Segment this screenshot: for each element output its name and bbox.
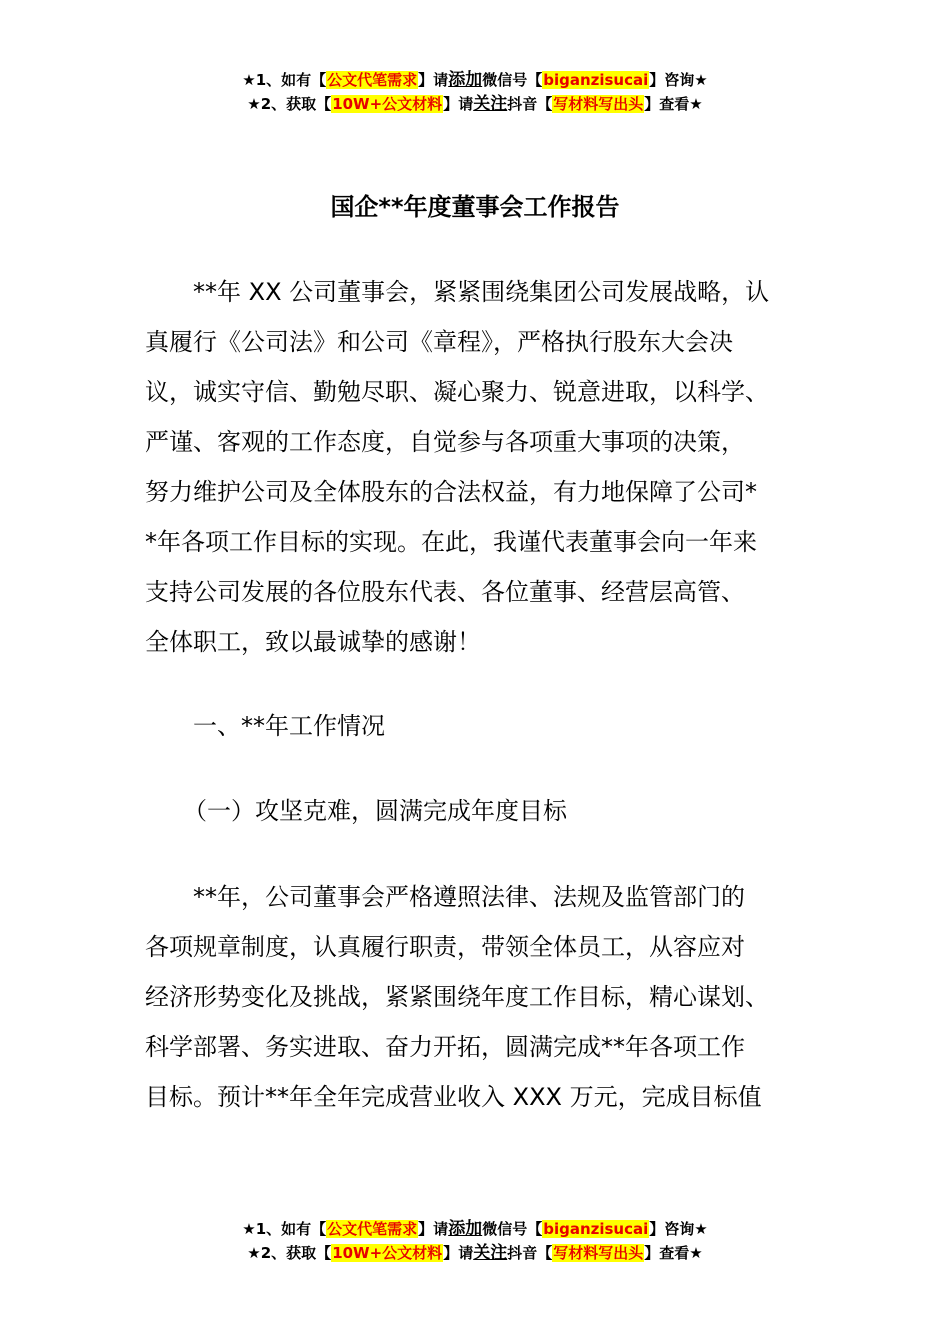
banner-emphasis-add: 添加 (448, 70, 483, 90)
banner-highlight-wechat-id: biganzisucai (543, 71, 649, 89)
banner-highlight-wechat-id: biganzisucai (543, 1220, 649, 1238)
banner-highlight-service: 公文代笔需求 (327, 1220, 418, 1238)
banner-text: 】请 (418, 71, 449, 89)
banner-text: 】查看★ (644, 95, 703, 113)
paragraph-line: 努力维护公司及全体股东的合法权益，有力地保障了公司* (145, 478, 757, 506)
banner-highlight-douyin: 写材料写出头 (553, 1244, 644, 1262)
banner-text: 抖音【 (507, 95, 553, 113)
banner-text: ★2、获取【 (247, 1244, 332, 1262)
banner-highlight-douyin: 写材料写出头 (553, 95, 644, 113)
banner-line-1 (0, 1217, 950, 1241)
banner-text: 】请 (443, 1244, 474, 1262)
paragraph-line: 真履行《公司法》和公司《章程》，严格执行股东大会决 (145, 328, 733, 356)
intro-paragraph (145, 267, 810, 667)
paragraph-line: 经济形势变化及挑战，紧紧围绕年度工作目标，精心谋划、 (145, 983, 769, 1011)
paragraph-line: 严谨、客观的工作态度，自觉参与各项重大事项的决策， (145, 428, 745, 456)
banner-text: 】请 (418, 1220, 449, 1238)
banner-emphasis-follow: 关注 (473, 1243, 508, 1263)
paragraph-line: 全体职工，致以最诚挚的感谢！ (145, 628, 481, 656)
banner-text: 】请 (443, 95, 474, 113)
paragraph-line: *年各项工作目标的实现。在此，我谨代表董事会向一年来 (145, 528, 757, 556)
paragraph-line: 支持公司发展的各位股东代表、各位董事、经营层高管、 (145, 578, 745, 606)
banner-text: ★1、如有【 (242, 1220, 327, 1238)
document-title: 国企**年度董事会工作报告 (330, 193, 620, 221)
banner-text: 微信号【 (482, 71, 543, 89)
paragraph-line: 议，诚实守信、勤勉尽职、凝心聚力、锐意进取，以科学、 (145, 378, 769, 406)
footer-banner (0, 1217, 950, 1265)
banner-line-2 (0, 92, 950, 116)
banner-highlight-materials: 10W+公文材料 (332, 95, 443, 113)
paragraph-line: 科学部署、务实进取、奋力开拓，圆满完成**年各项工作 (145, 1033, 745, 1061)
banner-text: ★2、获取【 (247, 95, 332, 113)
paragraph-line: **年，公司董事会严格遵照法律、法规及监管部门的 (145, 883, 745, 911)
banner-text: 微信号【 (482, 1220, 543, 1238)
section-heading: 一、**年工作情况 (193, 712, 385, 740)
banner-highlight-materials: 10W+公文材料 (332, 1244, 443, 1262)
banner-emphasis-follow: 关注 (473, 94, 508, 114)
banner-text: ★1、如有【 (242, 71, 327, 89)
banner-line-2 (0, 1241, 950, 1265)
paragraph-line: 各项规章制度，认真履行职责，带领全体员工，从容应对 (145, 933, 745, 961)
banner-text: 抖音【 (507, 1244, 553, 1262)
banner-text: 】查看★ (644, 1244, 703, 1262)
paragraph-line: **年 XX 公司董事会，紧紧围绕集团公司发展战略，认 (145, 278, 770, 306)
banner-emphasis-add: 添加 (448, 1219, 483, 1239)
header-banner (0, 68, 950, 116)
banner-text: 】咨询★ (649, 71, 708, 89)
banner-highlight-service: 公文代笔需求 (327, 71, 418, 89)
banner-line-1 (0, 68, 950, 92)
banner-text: 】咨询★ (649, 1220, 708, 1238)
body-paragraph (145, 872, 810, 1122)
paragraph-line: 目标。预计**年全年完成营业收入 XXX 万元，完成目标值 (145, 1083, 762, 1111)
subsection-heading: （一）攻坚克难，圆满完成年度目标 (183, 797, 567, 825)
